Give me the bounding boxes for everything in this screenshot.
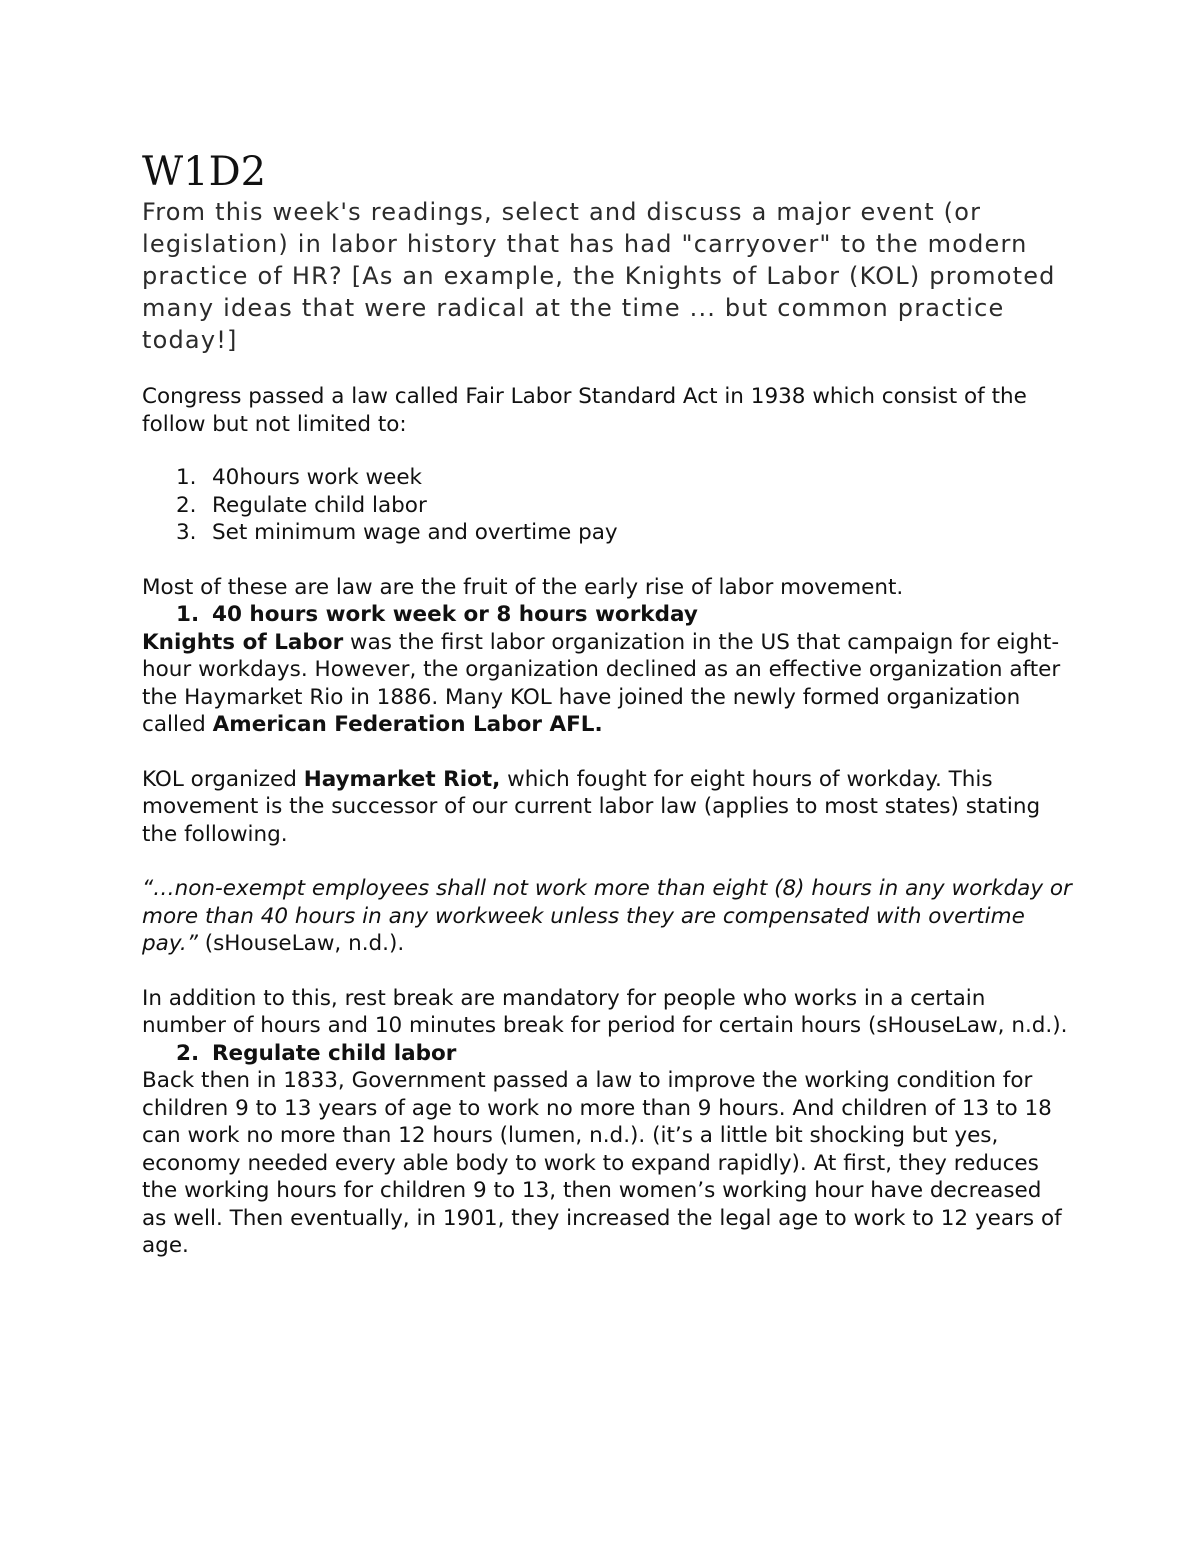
section-1-paragraph-2-lead: KOL organized bbox=[142, 766, 304, 792]
document-title: W1D2 bbox=[142, 149, 267, 195]
section-1-number: 1. bbox=[176, 602, 200, 627]
knights-of-labor-bold: Knights of Labor bbox=[142, 629, 344, 655]
section-2-title: Regulate child labor bbox=[212, 1040, 457, 1066]
list-item-number: 2. bbox=[176, 492, 197, 518]
law-quote bbox=[142, 875, 1072, 958]
list-item-text: Regulate child labor bbox=[212, 492, 427, 518]
flsa-list bbox=[142, 464, 1072, 547]
section-1-paragraph-2-text: which fought for eight hours of workday. This movement is the successor of our current labor law (applies to most states) stating the following. bbox=[142, 766, 1041, 847]
afl-bold: American Federation Labor AFL. bbox=[212, 712, 603, 737]
law-quote-citation: (sHouseLaw, n.d.). bbox=[197, 931, 405, 956]
section-1-heading bbox=[142, 601, 1072, 629]
section-1-title: 40 hours work week or 8 hours workday bbox=[212, 602, 698, 627]
law-quote-text: “…non-exempt employees shall not work more than eight (8) hours in any workday or more than 40 hours in any workweek unless they are compensated with overtime pay.” bbox=[142, 876, 1072, 956]
list-item-number: 1. bbox=[176, 465, 197, 490]
section-2-heading bbox=[142, 1040, 1072, 1068]
section-2-paragraph-1: Back then in 1833, Government passed a law to improve the working condition for children 9 to 13 years of age to work no more than 9 hours. And children of 13 to 18 can work no more than 12 hours (lumen, n.d.). (it’s a little bit shocking but yes, economy needed every able body to work to expand rapidly). At first, they reduces the working hours for children 9 to 13, then women’s working hour have decreased as well. Then eventually, in 1901, they increased the legal age to work to 12 years of age. bbox=[142, 1068, 1062, 1258]
haymarket-riot-bold: Haymarket Riot, bbox=[303, 766, 501, 792]
section-1-paragraph-1-text: was the first labor organization in the US that campaign for eight-hour workdays. However, the organization declined as an effective organization after the Haymarket Rio in 1886. Many KOL have joined the newly formed organization called bbox=[142, 629, 1061, 737]
list-item bbox=[142, 519, 1072, 547]
discussion-prompt: From this week's readings, select and discuss a major event (or legislation) in labor history that has had "carryover" to the modern practice of HR? [As an example, the Knights of Labor (KOL) promoted many ideas that were radical at the time ... but common practice today!] bbox=[142, 198, 1056, 354]
summary-paragraph: Most of these are law are the fruit of the early rise of labor movement. bbox=[142, 574, 904, 600]
section-2-number: 2. bbox=[176, 1040, 200, 1066]
document-page bbox=[142, 148, 1072, 1260]
list-item bbox=[142, 492, 1072, 520]
section-1-paragraph-2 bbox=[142, 766, 1072, 849]
section-1-paragraph-4: In addition to this, rest break are mandatory for people who works in a certain number of hours and 10 minutes break for period for certain hours (sHouseLaw, n.d.). bbox=[142, 985, 1068, 1038]
list-item-text: Set minimum wage and overtime pay bbox=[212, 520, 618, 545]
list-item-number: 3. bbox=[176, 520, 197, 545]
list-item bbox=[142, 464, 1072, 492]
intro-paragraph: Congress passed a law called Fair Labor Standard Act in 1938 which consist of the follow but not limited to: bbox=[142, 384, 1027, 437]
list-item-text: 40hours work week bbox=[212, 465, 422, 490]
section-1-paragraph-1 bbox=[142, 629, 1072, 739]
